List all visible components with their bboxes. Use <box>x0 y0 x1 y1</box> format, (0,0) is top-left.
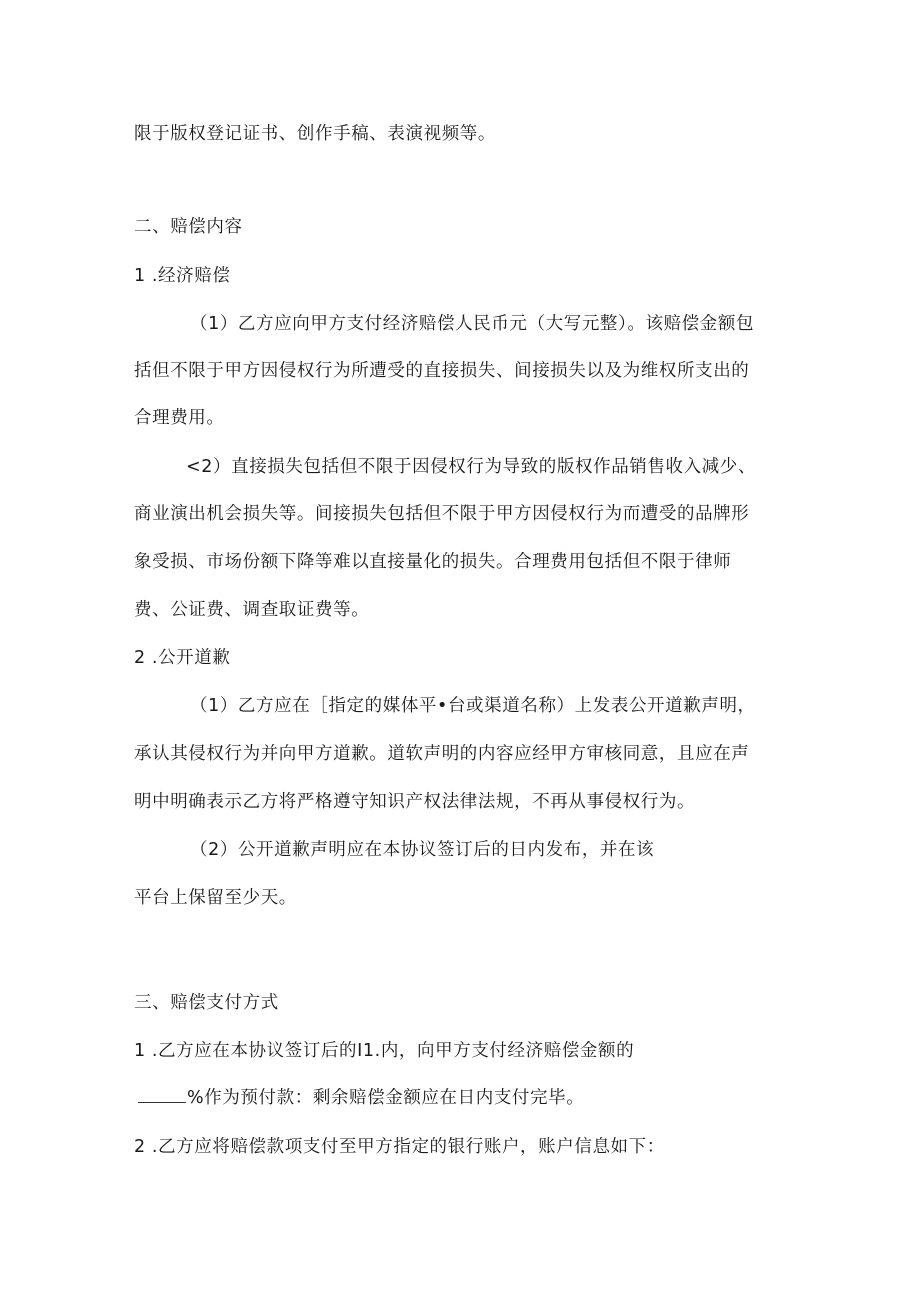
subsection-heading: 2 .公开道歉 <box>134 648 231 668</box>
paragraph-line: 象受损、市场份额下降等难以直接量化的损失。合理费用包括但不限于律师 <box>134 552 732 572</box>
section-heading: 二、赔偿内容 <box>134 217 243 237</box>
paragraph-line: 1 .乙方应在本协议签订后的I1.内，向甲方支付经济赔偿金额的 <box>134 1041 635 1061</box>
paragraph-line <box>138 1086 584 1110</box>
paragraph-line: 平台上保留至少天。 <box>134 888 297 908</box>
paragraph-line: （1）乙方应向甲方支付经济赔偿人民币元（大写元整）。该赔偿金额包 <box>190 314 755 334</box>
paragraph-line: 承认其侵权行为并向甲方道歉。道软声明的内容应经甲方审核同意，且应在声 <box>134 744 750 764</box>
section-heading: 三、赔偿支付方式 <box>134 993 279 1013</box>
paragraph-line: 商业演出机会损失等。间接损失包括但不限于甲方因侵权行为而遭受的品牌形 <box>134 504 750 524</box>
paragraph-line: 合理费用。 <box>134 408 225 428</box>
paragraph-line: （1）乙方应在［指定的媒体平•台或渠道名称）上发表公开道歉声明， <box>190 696 756 716</box>
fill-in-blank[interactable] <box>138 1086 186 1103</box>
paragraph-line: 费、公证费、调查取证费等。 <box>134 600 370 620</box>
paragraph-line: （2）公开道歉声明应在本协议签订后的日内发布，并在该 <box>190 840 655 860</box>
paragraph-line: <2）直接损失包括但不限于因侵权行为导致的版权作品销售收入减少、 <box>186 457 756 477</box>
paragraph-line: 限于版权登记证书、创作手稿、表演视频等。 <box>134 124 496 144</box>
subsection-heading: 1 .经济赔偿 <box>134 266 231 286</box>
paragraph-line: 括但不限于甲方因侵权行为所遭受的直接损失、间接损失以及为维权所支出的 <box>134 361 750 381</box>
paragraph-line: 2 .乙方应将赔偿款项支付至甲方指定的银行账户，账户信息如下： <box>134 1137 665 1157</box>
paragraph-line: 明中明确表示乙方将严格遵守知识产权法律法规，不再从事侵权行为。 <box>134 792 696 812</box>
paragraph-line-text: %作为预付款：剩余赔偿金额应在日内支付完毕。 <box>187 1088 585 1108</box>
